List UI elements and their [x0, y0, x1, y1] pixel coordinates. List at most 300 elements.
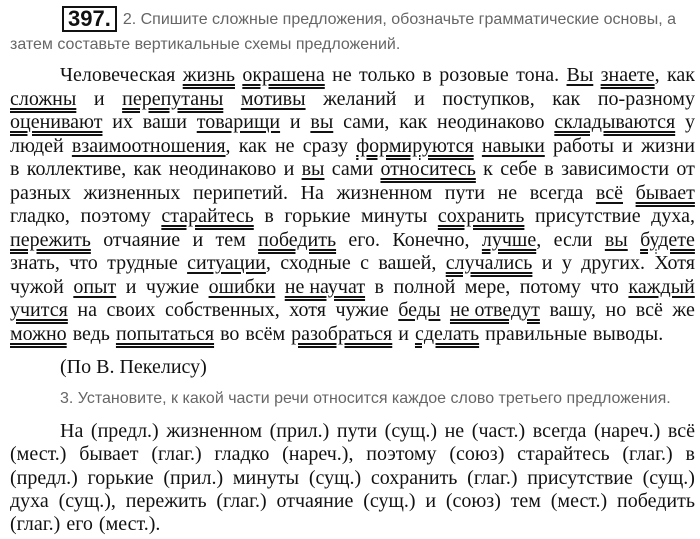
plain-text: ,: [225, 134, 231, 157]
word: [239, 135, 267, 159]
plain-text: жизненных: [83, 181, 181, 204]
word: [133, 158, 161, 182]
word: отчаяние: [276, 489, 354, 512]
plain-text: в: [544, 158, 554, 180]
predicate-word: будете: [640, 228, 695, 251]
text-line: [10, 88, 695, 112]
word: [348, 229, 380, 253]
plain-text: сразу: [302, 134, 348, 157]
word: [520, 276, 581, 300]
plain-text: себе: [500, 158, 537, 180]
word: [399, 111, 427, 135]
word: [336, 299, 389, 323]
word: его: [66, 513, 93, 536]
plain-text: трудные: [107, 252, 178, 274]
plain-text: вашу,: [549, 299, 596, 321]
predicate-word: пережить: [10, 228, 91, 251]
plain-text: всегда: [529, 181, 584, 204]
word: [116, 323, 214, 347]
plain-text: работы: [552, 134, 614, 157]
answer-line: [10, 490, 695, 513]
word: [107, 252, 178, 276]
word: [622, 135, 633, 159]
word: [291, 323, 392, 347]
plain-text: с: [360, 252, 369, 274]
plain-text: людей: [10, 134, 64, 157]
word: [290, 111, 301, 135]
word: [161, 205, 253, 229]
plain-text: и: [398, 322, 409, 345]
plain-text: розовые: [439, 64, 509, 86]
word: [654, 252, 695, 276]
word: (глаг.): [151, 443, 202, 466]
predicate-word: сделать: [414, 322, 480, 345]
word: [636, 299, 663, 323]
word: [446, 252, 533, 276]
word: [437, 111, 544, 135]
word: (предл.): [10, 466, 78, 489]
word: (мест.): [10, 443, 67, 466]
word: [596, 182, 623, 206]
subject-word: взаимоотношения: [71, 134, 226, 157]
predicate-word: сложны: [10, 87, 77, 110]
subject-word: ситуации: [187, 252, 266, 274]
word: (предл.): [90, 420, 159, 442]
word: [187, 252, 271, 276]
word: [672, 299, 694, 323]
plain-text: не: [274, 134, 295, 157]
plain-text: духа,: [651, 205, 695, 227]
word: [438, 205, 525, 229]
plain-text: жизни: [641, 134, 695, 157]
plain-text: и: [93, 87, 105, 110]
text-line: [10, 323, 695, 347]
word: гладко: [214, 443, 270, 466]
predicate-word: оценивают: [10, 111, 103, 133]
word: пути: [336, 420, 378, 442]
plain-text: у: [684, 111, 695, 133]
word: [482, 229, 541, 253]
plain-text: если: [553, 228, 593, 251]
word: бывает: [79, 443, 139, 466]
plain-text: всём: [245, 322, 286, 345]
predicate-word: окрашена: [242, 64, 325, 86]
word: [27, 158, 126, 182]
word: [601, 64, 660, 88]
word: (глаг.): [467, 466, 518, 489]
text-line: [10, 135, 695, 159]
word: [422, 64, 431, 88]
word: [73, 276, 116, 300]
word: (прил.): [163, 466, 224, 489]
predicate-word: жизнь: [182, 64, 235, 86]
word: [302, 158, 325, 182]
subject-word: вы: [604, 228, 628, 251]
word: [126, 276, 137, 300]
task-2-line-2: затем составьте вертикальные схемы предложений.: [10, 36, 401, 53]
word: [332, 64, 352, 88]
plain-text: сходные: [280, 252, 351, 274]
plain-text: сами: [331, 158, 374, 180]
plain-text: собственных,: [165, 299, 280, 321]
word: [360, 252, 369, 276]
word: (нареч.): [593, 420, 661, 442]
plain-text: к: [483, 158, 493, 180]
plain-text: минуты: [361, 205, 428, 227]
word: [393, 276, 455, 300]
word: [242, 64, 324, 88]
plain-text: не: [332, 64, 352, 86]
word: [10, 276, 64, 300]
plain-text: присутствие: [534, 205, 641, 227]
word: [581, 252, 645, 276]
text-line: [10, 299, 695, 323]
predicate-word: старайтесь: [161, 205, 254, 227]
plain-text: только: [359, 64, 416, 86]
word: [10, 111, 102, 135]
predicate-word: не отведут: [449, 299, 540, 321]
subject-word: навыки: [481, 134, 545, 157]
plain-text: разных: [10, 181, 71, 204]
plain-text: знать,: [10, 252, 60, 274]
text-line: [10, 182, 695, 206]
plain-text: в: [422, 64, 432, 86]
text-line: [10, 276, 695, 300]
word: [562, 252, 572, 276]
word: [590, 276, 619, 300]
plain-text: их: [112, 111, 133, 133]
word: [343, 111, 389, 135]
word: [284, 158, 295, 182]
plain-text: чужой: [10, 275, 64, 298]
word: [258, 229, 336, 253]
word: [215, 229, 245, 253]
answer-text: [10, 420, 695, 536]
word: жизненном: [166, 420, 262, 442]
word: [84, 182, 181, 206]
word: [640, 229, 695, 253]
word: [80, 205, 150, 229]
word: (сущ.): [308, 466, 362, 489]
predicate-word: учится: [10, 299, 68, 321]
plain-text: вашей,: [378, 252, 437, 274]
predicate-word: бывает: [635, 181, 695, 204]
plain-text: ведь: [72, 322, 110, 345]
plain-text: как: [238, 134, 267, 157]
word: [60, 64, 175, 88]
word: [685, 111, 695, 135]
answer-line: [10, 467, 695, 490]
word: [483, 158, 493, 182]
word: [359, 64, 415, 88]
word: [598, 88, 695, 112]
subject-word: товарищи: [196, 111, 281, 133]
word: [241, 88, 306, 112]
plain-text: выводы.: [592, 322, 664, 345]
word: [10, 158, 19, 182]
word: [398, 323, 409, 347]
word: [220, 323, 239, 347]
word: [414, 88, 425, 112]
subject-word: ошибки: [208, 275, 276, 298]
word: [337, 182, 433, 206]
plain-text: пути: [444, 181, 485, 204]
word: [356, 135, 474, 159]
exercise-number: 397.: [62, 6, 117, 32]
plain-text: Хотя: [654, 252, 695, 274]
word: [544, 158, 553, 182]
word: духа: [10, 489, 49, 512]
word: [605, 299, 626, 323]
plain-text: чужие: [145, 275, 200, 298]
plain-text: горькие: [284, 205, 351, 227]
plain-text: и: [414, 87, 425, 110]
word: [289, 299, 326, 323]
word: [530, 182, 584, 206]
plain-text: сами,: [343, 111, 390, 133]
subject-word: вы: [301, 158, 325, 180]
word: [10, 299, 68, 323]
word: (част.): [471, 420, 526, 442]
word: [628, 276, 694, 300]
word: [10, 182, 71, 206]
word: [323, 88, 396, 112]
word: [303, 135, 348, 159]
word: [641, 135, 695, 159]
word: [593, 323, 663, 347]
word: сохранить: [370, 466, 458, 489]
word: [500, 158, 537, 182]
subject-word: вы: [310, 111, 334, 133]
word: [310, 111, 333, 135]
text-line: [10, 252, 695, 276]
word: [165, 299, 280, 323]
plain-text: от: [676, 158, 695, 180]
word: [103, 229, 180, 253]
text-line: [10, 111, 695, 135]
word: [197, 111, 280, 135]
word: [146, 276, 199, 300]
word: всё: [667, 420, 695, 442]
answer-line: [10, 420, 695, 443]
plain-text: поступков,: [442, 87, 535, 110]
plain-text: своих: [106, 299, 156, 321]
word: горькие: [87, 466, 154, 489]
plain-text: гладко,: [10, 205, 70, 227]
word: [465, 276, 510, 300]
word: [169, 158, 276, 182]
author-attribution: (По В. Пекелису): [60, 356, 207, 378]
plain-text: чужие: [335, 299, 389, 321]
plain-text: же: [672, 299, 695, 321]
word: [542, 252, 553, 276]
word: [10, 229, 91, 253]
word: (глаг.): [216, 489, 267, 512]
word: [73, 323, 110, 347]
plain-text: На: [300, 181, 324, 204]
word: [392, 229, 469, 253]
plain-text: по-разному: [597, 87, 695, 110]
plain-text: других.: [581, 252, 645, 274]
plain-text: и: [125, 275, 137, 298]
word: [651, 205, 695, 229]
subject-word: всё: [595, 181, 623, 204]
word: На: [60, 420, 84, 442]
word: [535, 205, 641, 229]
word: (сущ.),: [58, 489, 116, 512]
plain-text: жизненном: [336, 181, 433, 204]
plain-text: его.: [348, 228, 381, 251]
word: [183, 64, 235, 88]
plain-text: отчаяние: [103, 228, 181, 251]
word: [482, 135, 545, 159]
word: [301, 182, 324, 206]
word: (мест.).: [98, 513, 161, 536]
plain-text: перипетий.: [192, 181, 288, 204]
plain-text: и: [622, 134, 633, 157]
word: [552, 88, 580, 112]
plain-text: хотя: [289, 299, 326, 321]
plain-text: желаний: [323, 87, 397, 110]
word: [676, 158, 694, 182]
word: [567, 64, 594, 88]
word: (глаг.): [10, 513, 61, 536]
plain-text: как: [552, 87, 581, 110]
word: [143, 111, 187, 135]
answer-line: [10, 513, 695, 536]
word: победить: [617, 489, 695, 512]
word: [264, 205, 273, 229]
word: [72, 135, 231, 159]
plain-text: и: [192, 228, 204, 251]
word: [122, 88, 223, 112]
word: минуты: [232, 466, 300, 489]
exercise-text: [10, 64, 695, 346]
predicate-word: знаете: [600, 64, 655, 86]
word: [605, 229, 628, 253]
plain-text: ,: [265, 252, 271, 274]
word: [284, 205, 350, 229]
word: [378, 252, 436, 276]
word: [332, 158, 373, 182]
task-2-instruction: [10, 6, 694, 32]
answer-line: [10, 443, 695, 466]
word: [561, 158, 669, 182]
predicate-word: не научат: [284, 275, 366, 298]
plain-text: ваши: [142, 111, 187, 133]
word: [439, 64, 509, 88]
word: [280, 252, 350, 276]
word: тем: [510, 489, 541, 512]
word: (мест.): [550, 489, 608, 512]
word: [380, 158, 475, 182]
task-2-line-1: 2. Спишите сложные предложения, обозначьте грамматические основы, а: [122, 11, 677, 28]
subject-word: мотивы: [240, 87, 306, 110]
text-line: [10, 158, 695, 182]
word: в: [685, 443, 695, 466]
plain-text: ,: [536, 228, 542, 251]
word: [636, 182, 695, 206]
plain-text: зависимости: [561, 158, 670, 180]
text-line: [10, 205, 695, 229]
plain-text: в: [264, 205, 274, 227]
word: [553, 135, 614, 159]
word: (союз): [449, 443, 505, 466]
word: (сущ.): [642, 466, 695, 489]
plain-text: Человеческая: [60, 64, 176, 86]
word: [361, 205, 427, 229]
plain-text: мере,: [464, 275, 511, 298]
word: [10, 205, 70, 229]
word: и: [425, 489, 437, 512]
plain-text: тем: [215, 228, 246, 251]
predicate-word: победить: [258, 228, 337, 251]
plain-text: на: [77, 299, 97, 321]
plain-text: как: [133, 158, 162, 180]
plain-text: коллективе,: [26, 158, 127, 180]
word: [667, 64, 695, 88]
plain-text: поэтому: [80, 205, 151, 227]
word: (прил.): [269, 420, 330, 442]
word: [442, 88, 534, 112]
word: [398, 299, 440, 323]
word: [94, 88, 105, 112]
word: [107, 299, 156, 323]
word: [77, 299, 97, 323]
predicate-word: перепутаны: [122, 87, 224, 110]
plain-text: неодинаково: [437, 111, 545, 133]
word: [245, 323, 285, 347]
predicate-word: формируются: [356, 134, 474, 157]
word: [10, 252, 60, 276]
word: [10, 323, 67, 347]
word: [554, 229, 593, 253]
word: (нареч.),: [282, 443, 354, 466]
plain-text: в: [374, 275, 384, 298]
word: [554, 111, 675, 135]
plain-text: ,: [654, 64, 660, 86]
subject-word: каждый: [628, 275, 695, 298]
word: [275, 135, 295, 159]
word: присутствие: [527, 466, 633, 489]
plain-text: всё: [635, 299, 663, 321]
word: (сущ.): [363, 489, 416, 512]
word: [549, 299, 595, 323]
plain-text: что: [590, 275, 619, 298]
word: [69, 252, 98, 276]
predicate-word: лучше: [481, 228, 537, 251]
word: [192, 229, 203, 253]
plain-text: Конечно,: [392, 228, 470, 251]
word: (сущ.): [384, 420, 437, 442]
word: (глаг.): [622, 443, 673, 466]
word: [10, 88, 76, 112]
word: [485, 323, 587, 347]
word: [516, 64, 559, 88]
plain-text: потому: [519, 275, 581, 298]
word: [112, 111, 133, 135]
text-line: [10, 229, 695, 253]
word: [415, 323, 479, 347]
predicate-word: относитесь: [380, 158, 476, 180]
word: всегда: [532, 420, 587, 442]
plain-text: неодинаково: [168, 158, 277, 180]
subject-word: беды: [398, 299, 441, 321]
predicate-word: можно: [10, 322, 67, 345]
word: [285, 276, 365, 300]
word: [193, 182, 288, 206]
task-3-instruction: 3. Установите, к какой части речи относится каждое слово третьего предложения.: [60, 390, 671, 407]
